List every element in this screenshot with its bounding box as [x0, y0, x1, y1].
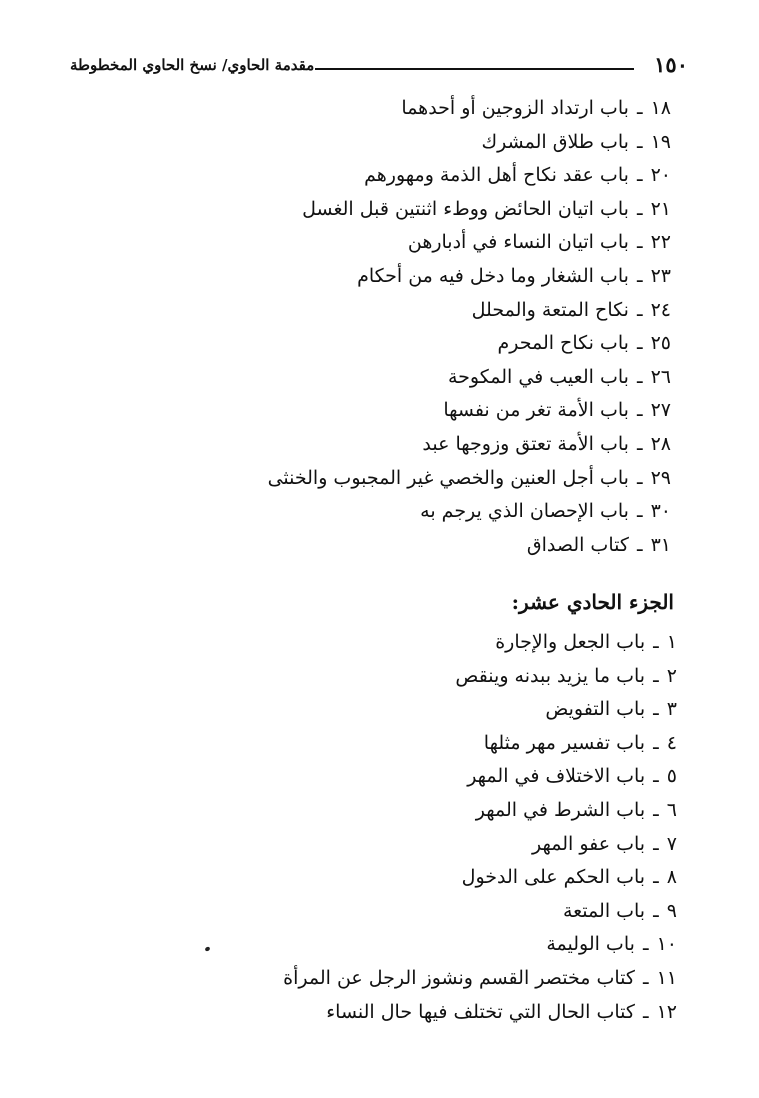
toc-entry — [283, 828, 677, 862]
entry-title: نكاح المتعة والمحلل — [471, 298, 629, 321]
entry-separator: ـ — [653, 832, 659, 855]
entry-title: باب الاختلاف في المهر — [467, 765, 646, 788]
entry-number: ٢٧ — [650, 399, 671, 422]
entry-separator: ـ — [642, 1000, 649, 1023]
entry-number: ٩ — [666, 899, 677, 922]
entry-title: باب الشغار وما دخل فيه من أحكام — [357, 264, 629, 287]
toc-entry — [268, 126, 671, 160]
entry-title: باب الوليمة — [546, 933, 635, 956]
entry-separator: ـ — [636, 365, 643, 388]
toc-entry — [283, 928, 677, 962]
entry-title: باب الأمة تعتق وزوجها عبد — [422, 432, 629, 455]
toc-entry — [268, 394, 671, 428]
entry-number: ١٩ — [650, 130, 671, 153]
entry-separator: ـ — [642, 933, 649, 956]
entry-number: ٢٥ — [650, 332, 671, 355]
entry-number: ٢٣ — [650, 264, 671, 287]
running-title: مقدمة الحاوي/ نسخ الحاوي المخطوطة — [70, 56, 315, 74]
entry-number: ٢ — [666, 664, 677, 687]
toc-entry — [268, 159, 671, 193]
toc-entry — [283, 861, 677, 895]
toc-entry — [283, 626, 677, 660]
toc-entry — [268, 92, 671, 126]
entry-separator: ـ — [636, 164, 643, 187]
contents-list-part-1 — [268, 92, 671, 562]
entry-title: باب عفو المهر — [532, 832, 646, 855]
entry-separator: ـ — [653, 899, 659, 922]
entry-number: ٣١ — [650, 533, 671, 556]
entry-number: ٢٠ — [650, 164, 671, 187]
entry-title: باب اتيان النساء في أدبارهن — [407, 231, 629, 254]
entry-number: ١١ — [656, 966, 677, 989]
toc-entry — [283, 996, 677, 1030]
entry-title: باب أجل العنين والخصي غير المجبوب والخنثى — [267, 466, 629, 489]
toc-entry — [268, 495, 671, 529]
entry-number: ٧ — [666, 832, 677, 855]
entry-number: ٣٠ — [650, 500, 671, 523]
entry-title: باب الإحصان الذي يرجم به — [420, 500, 629, 523]
toc-entry — [268, 529, 671, 563]
toc-entry — [283, 727, 677, 761]
entry-title: باب طلاق المشرك — [481, 130, 629, 153]
entry-number: ٢٩ — [650, 466, 671, 489]
toc-entry — [268, 193, 671, 227]
entry-number: ٢٢ — [650, 231, 671, 254]
toc-entry — [283, 660, 677, 694]
entry-title: باب تفسير مهر مثلها — [483, 731, 646, 754]
toc-entry — [268, 226, 671, 260]
toc-entry — [268, 294, 671, 328]
entry-separator: ـ — [642, 966, 649, 989]
toc-entry — [283, 895, 677, 929]
entry-separator: ـ — [636, 231, 643, 254]
entry-title: باب العيب في المكوحة — [447, 365, 629, 388]
entry-title: باب ما يزيد ببدنه وينقص — [455, 664, 646, 687]
toc-entry — [283, 760, 677, 794]
entry-separator: ـ — [636, 197, 643, 220]
entry-number: ١ — [666, 631, 677, 653]
entry-separator: ـ — [636, 432, 643, 455]
page-number: ١٥٠ — [654, 52, 688, 77]
entry-separator: ـ — [653, 698, 659, 721]
entry-separator: ـ — [653, 731, 659, 754]
entry-separator: ـ — [636, 264, 643, 287]
entry-separator: ـ — [636, 332, 643, 355]
toc-entry — [268, 260, 671, 294]
entry-number: ٣ — [666, 698, 677, 721]
entry-number: ٨ — [666, 866, 677, 889]
entry-separator: ـ — [636, 500, 643, 523]
entry-number: ١٨ — [650, 97, 671, 119]
entry-title: باب التفويض — [545, 698, 646, 721]
entry-title: باب اتيان الحائض ووطء اثنتين قبل الغسل — [302, 197, 629, 220]
entry-separator: ـ — [636, 298, 643, 321]
entry-separator: ـ — [636, 399, 643, 422]
entry-title: كتاب مختصر القسم ونشوز الرجل عن المرأة — [283, 966, 635, 989]
entry-number: ٢١ — [650, 197, 671, 220]
entry-title: باب الحكم على الدخول — [461, 866, 646, 889]
print-speck — [204, 946, 210, 952]
page-header — [60, 52, 688, 82]
toc-entry — [268, 327, 671, 361]
entry-title: كتاب الحال التي تختلف فيها حال النساء — [326, 1000, 635, 1023]
toc-entry — [283, 794, 677, 828]
entry-number: ٢٦ — [650, 365, 671, 388]
toc-entry — [283, 693, 677, 727]
entry-title: كتاب الصداق — [526, 533, 629, 556]
header-rule — [315, 68, 634, 70]
entry-title: باب الأمة تغر من نفسها — [443, 399, 629, 422]
entry-title: باب نكاح المحرم — [497, 332, 629, 355]
entry-number: ٦ — [666, 798, 677, 821]
entry-title: باب ارتداد الزوجين أو أحدهما — [401, 97, 629, 119]
entry-number: ١٢ — [656, 1000, 677, 1023]
toc-entry — [268, 428, 671, 462]
entry-separator: ـ — [653, 664, 659, 687]
entry-separator: ـ — [653, 765, 659, 788]
entry-separator: ـ — [653, 631, 659, 653]
entry-separator: ـ — [636, 130, 643, 153]
toc-entry — [283, 962, 677, 996]
entry-number: ٥ — [666, 765, 677, 788]
entry-number: ٤ — [666, 731, 677, 754]
entry-separator: ـ — [653, 798, 659, 821]
entry-title: باب الجعل والإجارة — [495, 631, 646, 653]
entry-title: باب المتعة — [562, 899, 646, 922]
entry-separator: ـ — [653, 866, 659, 889]
toc-entry — [268, 361, 671, 395]
contents-list-part-2 — [283, 626, 677, 1029]
entry-separator: ـ — [636, 97, 643, 119]
entry-title: باب عقد نكاح أهل الذمة ومهورهم — [364, 164, 629, 187]
section-heading: الجزء الحادي عشر: — [511, 590, 674, 614]
entry-separator: ـ — [636, 533, 643, 556]
entry-title: باب الشرط في المهر — [475, 798, 646, 821]
toc-entry — [268, 462, 671, 496]
entry-number: ٢٤ — [650, 298, 671, 321]
entry-separator: ـ — [636, 466, 643, 489]
entry-number: ١٠ — [656, 933, 677, 956]
entry-number: ٢٨ — [650, 432, 671, 455]
